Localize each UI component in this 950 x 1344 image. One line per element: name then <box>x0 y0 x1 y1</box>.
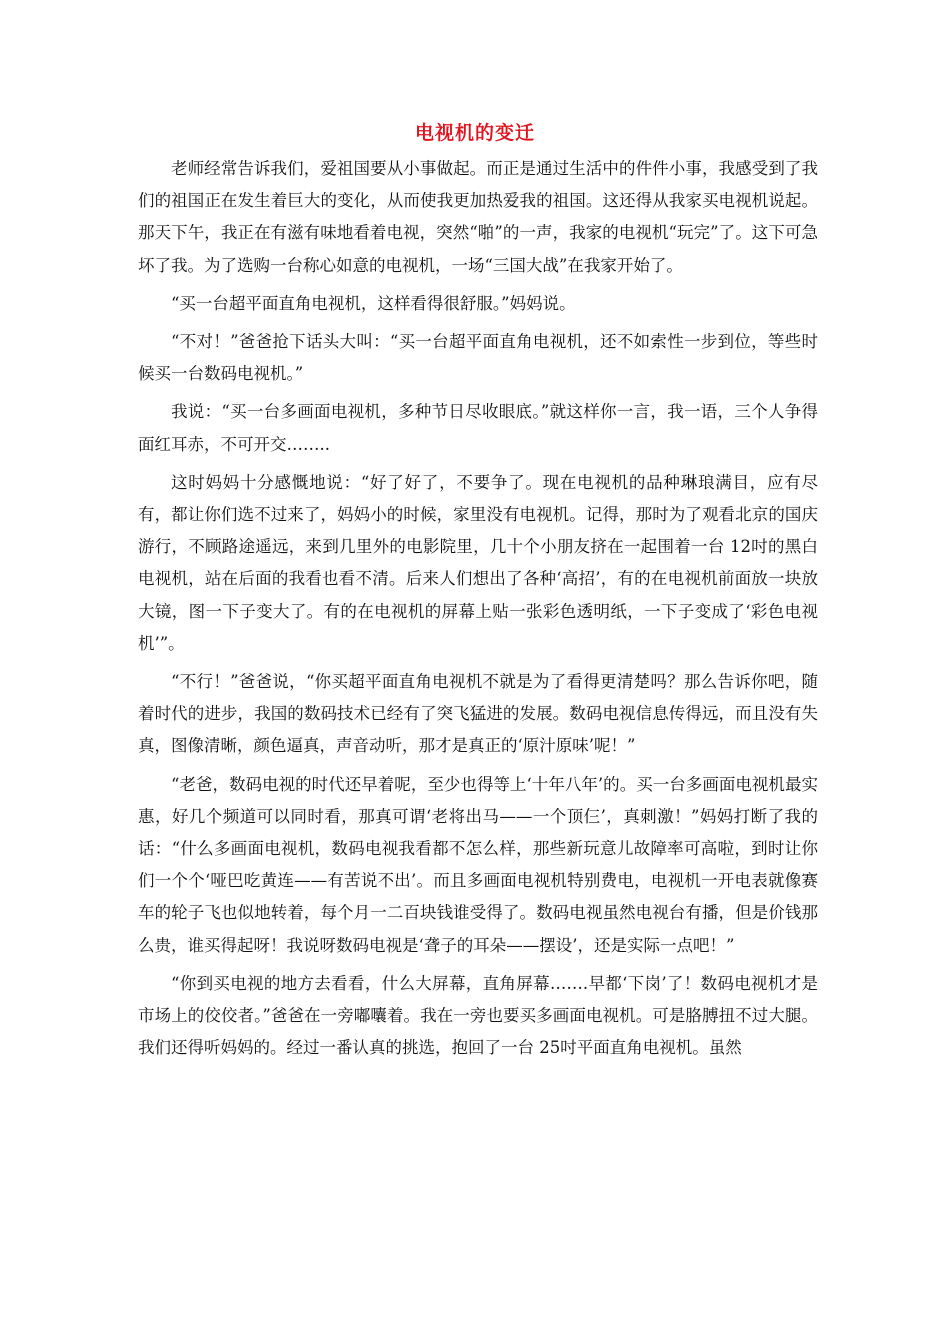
paragraph: “买一台超平面直角电视机，这样看得很舒服。”妈妈说。 <box>171 293 576 313</box>
paragraph: 这时妈妈十分感慨地说：“好了好了，不要争了。现在电视机的品种琳琅满目，应有尽有，都让你们选不过来了，妈妈小的时候，家里没有电视机。记得，那时为了观看北京的国庆游行，不顾路途遥远，来到几里外的电影院里，几十个小朋友挤在一起围着一台 12吋的黑白电视机，站在后面的我看也看不清。后来人们想出了各种‘高招’，有的在电视机前面放一块放大镜，图一下子变大了。有的在电视机的屏幕上贴一张彩色透明纸，一下子变成了‘彩色电视机’”。 <box>138 472 818 653</box>
paragraph: 我说：“买一台多画面电视机，多种节日尽收眼底。”就这样你一言，我一语，三个人争得面红耳赤，不可开交…….. <box>138 402 818 454</box>
document-body <box>138 153 818 1070</box>
paragraph: 老师经常告诉我们，爱祖国要从小事做起。而正是通过生活中的件件小事，我感受到了我们的祖国正在发生着巨大的变化，从而使我更加热爱我的祖国。这还得从我家买电视机说起。那天下午，我正在有滋有味地看着电视，突然“啪”的一声，我家的电视机“玩完”了。这下可急坏了我。为了选购一台称心如意的电视机，一场“三国大战”在我家开始了。 <box>138 159 818 275</box>
document-title: 电视机的变迁 <box>414 122 535 144</box>
paragraph: “不对！”爸爸抢下话头大叫：“买一台超平面直角电视机，还不如索性一步到位，等些时候买一台数码电视机。” <box>138 332 818 384</box>
paragraph: “老爸，数码电视的时代还早着呢，至少也得等上‘十年八年’的。买一台多画面电视机最实惠，好几个频道可以同时看，那真可谓‘老将出马——一个顶仨’，真刺激！”妈妈打断了我的话：“什么多画面电视机，数码电视我看都不怎么样，那些新玩意儿故障率可高啦，到时让你们一个个‘哑巴吃黄连——有苦说不出’。而且多画面电视机特别费电，电视机一开电表就像赛车的轮子飞也似地转着，每个月一二百块钱谁受得了。数码电视虽然电视台有播，但是价钱那么贵，谁买得起呀！我说呀数码电视是‘聋子的耳朵——摆设’，还是实际一点吧！” <box>138 774 818 955</box>
paragraph: “你到买电视的地方去看看，什么大屏幕，直角屏幕…….早都‘下岗’了！数码电视机才是市场上的佼佼者。”爸爸在一旁嘟囔着。我在一旁也要买多画面电视机。可是胳膊扭不过大腿。我们还得听妈妈的。经过一番认真的挑选，抱回了一台 25吋平面直角电视机。虽然 <box>138 973 818 1058</box>
paragraph: “不行！”爸爸说，“你买超平面直角电视机不就是为了看得更清楚吗？那么告诉你吧，随着时代的进步，我国的数码技术已经有了突飞猛进的发展。数码电视信息传得远，而且没有失真，图像清晰，颜色逼真，声音动听，那才是真正的‘原汁原味’呢！” <box>138 672 818 756</box>
